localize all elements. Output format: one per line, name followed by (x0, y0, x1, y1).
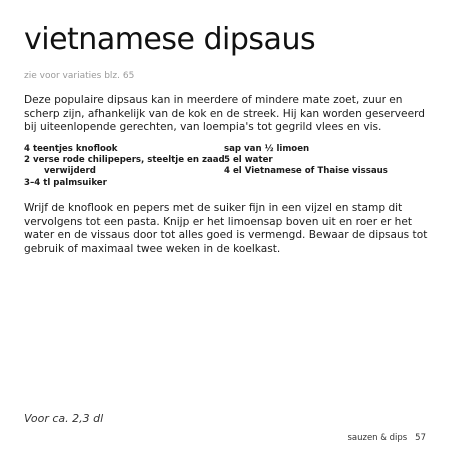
ingredient-item: sap van ½ limoen (224, 144, 310, 154)
yield-note: Voor ca. 2,3 dl (24, 412, 104, 425)
method-paragraph: Wrijf de knoflook en pepers met de suiker fijn in een vijzel en stamp dit vervolgens tot een pasta. Knijp er het limoensap boven uit en roer er het water en de vissaus door tot alles goed is vermengd. Bewaar de dipsaus tot gebruik of maximaal twee weken in de koelkast. (24, 202, 428, 255)
ingredient-item: 4 teentjes knoflook (24, 144, 118, 154)
ingredient-item: verwijderd (44, 166, 96, 177)
ingredient-item: 5 el water (224, 155, 273, 166)
ingredients-column-left (24, 144, 224, 189)
ingredient-item: 4 el Vietnamese of Thaise vissaus (224, 166, 388, 177)
ingredient-item: 3–4 tl palmsuiker (24, 177, 107, 188)
variations-reference: zie voor variaties blz. 65 (24, 71, 135, 81)
page-footer (347, 433, 426, 443)
section-name: sauzen & dips (347, 433, 408, 443)
ingredients-list (24, 144, 438, 196)
page-number: 57 (415, 433, 426, 443)
intro-paragraph: Deze populaire dipsaus kan in meerdere of mindere mate zoet, zuur en scherp zijn, afhankelijk van de kok en de streek. Hij kan worden geserveerd bij uiteenlopende gerechten, van loempia's tot gegrild vlees en vis. (24, 94, 425, 134)
ingredients-column-right (224, 144, 424, 178)
ingredient-item: 2 verse rode chilipepers, steeltje en zaad (24, 155, 225, 166)
recipe-title: vietnamese dipsaus (24, 22, 316, 57)
